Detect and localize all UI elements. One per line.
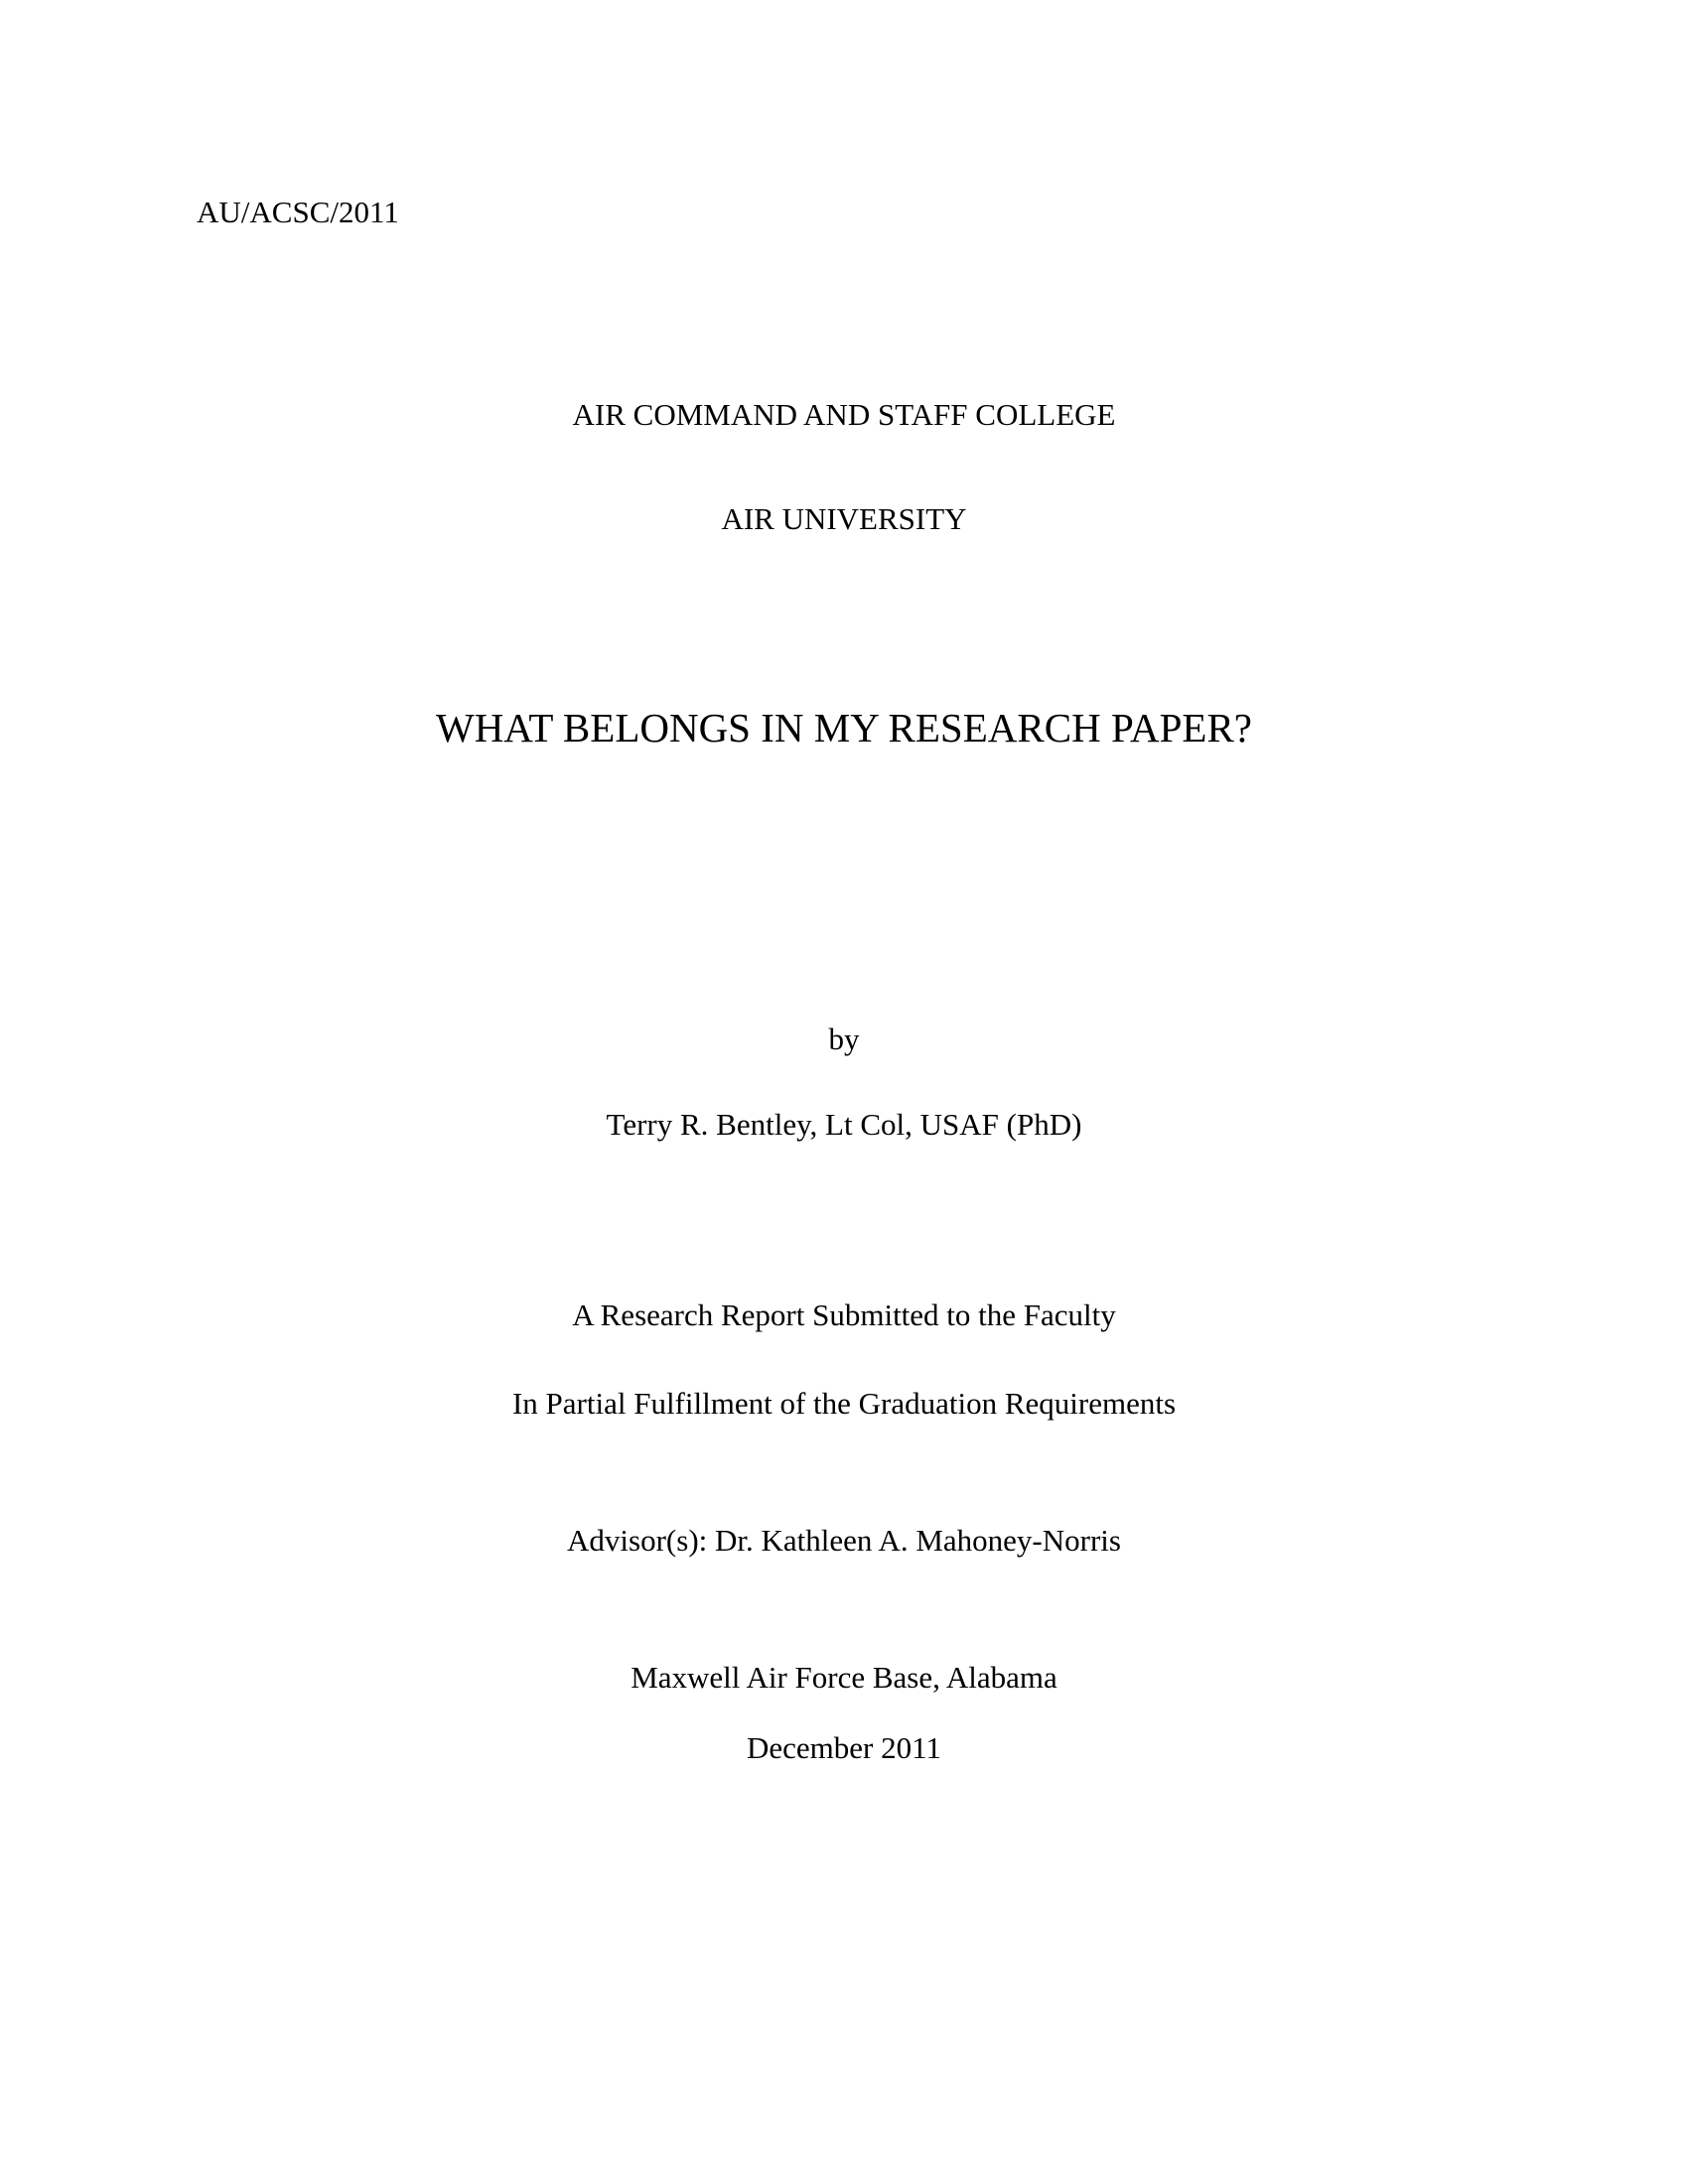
location-line: Maxwell Air Force Base, Alabama (631, 1660, 1057, 1695)
date-line: December 2011 (747, 1730, 941, 1765)
submission-statement-line-1: A Research Report Submitted to the Faculty (572, 1297, 1116, 1332)
advisor-line: Advisor(s): Dr. Kathleen A. Mahoney-Norris (567, 1523, 1121, 1558)
by-label: by (828, 1022, 860, 1056)
author-name: Terry R. Bentley, Lt Col, USAF (PhD) (606, 1107, 1082, 1142)
university-name: AIR UNIVERSITY (721, 501, 967, 536)
institution-name: AIR COMMAND AND STAFF COLLEGE (572, 397, 1116, 432)
submission-statement-line-2: In Partial Fulfillment of the Graduation Requirements (511, 1386, 1177, 1421)
document-id: AU/ACSC/2011 (197, 195, 399, 229)
report-title: WHAT BELONGS IN MY RESEARCH PAPER? (436, 705, 1252, 751)
